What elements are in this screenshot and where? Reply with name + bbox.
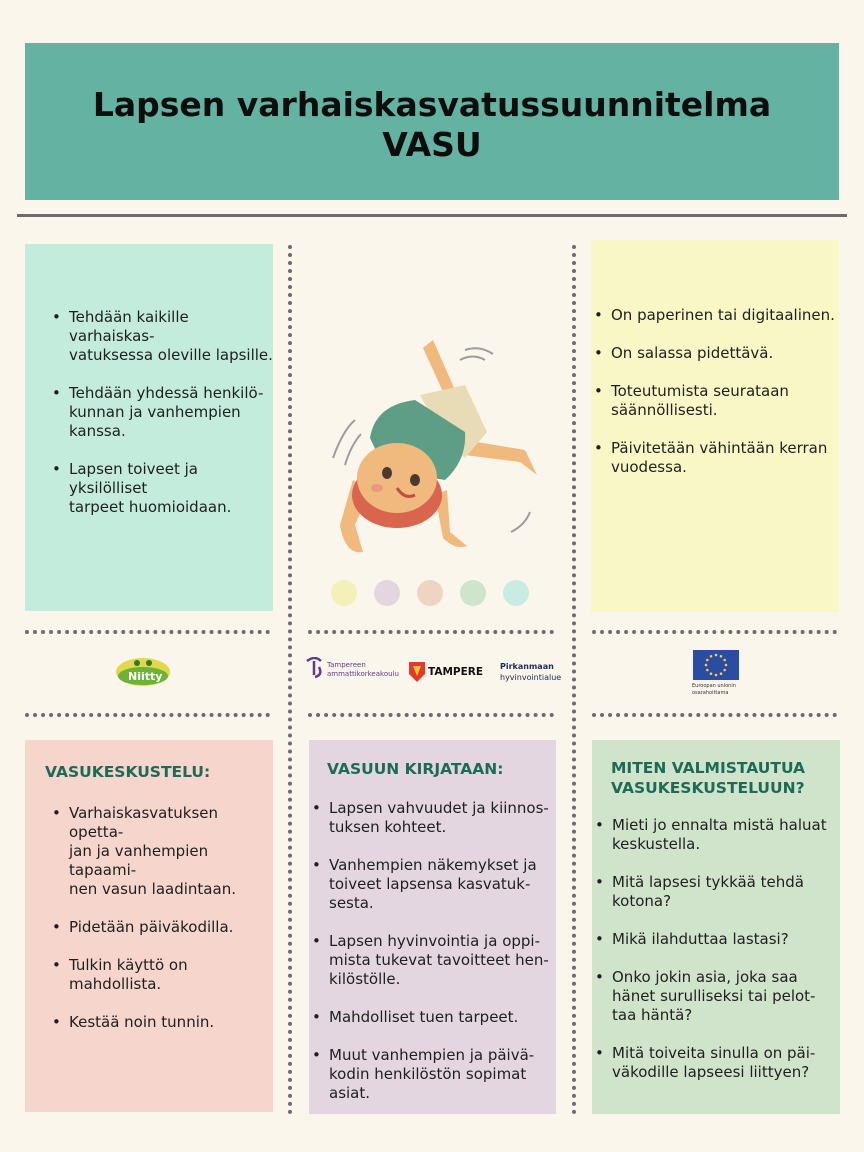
cartwheel-child-illustration [315,320,555,565]
list-item: • Tulkin käyttö on mahdollista. [69,956,273,994]
tampere-logo [409,662,484,684]
list-item: • Mieti jo ennalta mistä haluat keskustella. [612,816,840,854]
separator-top-middle [308,630,554,634]
list-item: • Varhaiskasvatuksen opetta- jan ja vanhempien tapaami- nen vasun laadintaan. [69,804,273,899]
separator-bottom-middle [308,713,554,717]
list-item: • Muut vanhempien ja päivä- kodin henkilöstön sopimat asiat. [329,1046,556,1103]
vasuun-kirjataan-heading: VASUUN KIRJATAAN: [327,760,504,778]
color-dot [503,580,529,606]
pirkanmaa-logo [500,662,570,686]
tamk-logo-line2: ammattikorkeakoulu [327,670,399,678]
valmistautuminen-list [592,816,840,1082]
list-item: • Lapsen hyvinvointia ja oppi- mista tukevat tavoitteet hen- kilöstölle. [329,932,556,989]
info-list-left [25,308,273,517]
separator-bottom-left [25,713,270,717]
list-item: • Onko jokin asia, joka saa hänet surulliseksi tai pelot- taa häntä? [612,968,840,1025]
vasukeskustelu-heading: VASUKESKUSTELU: [45,763,211,781]
niitty-logo [115,655,171,687]
vasuun-kirjataan-panel [309,740,556,1114]
eu-logo-line1: Euroopan unionin [692,683,736,689]
tamk-logo-line1: Tampereen [327,661,366,669]
vasuun-kirjataan-list [309,799,556,1103]
tampere-logo-text: TAMPERE [428,666,484,678]
list-item: • Tehdään yhdessä henkilö- kunnan ja vanhempien kanssa. [69,384,273,441]
list-item: • Lapsen vahvuudet ja kiinnos- tuksen kohteet. [329,799,556,837]
separator-top-left [25,630,270,634]
eu-logo-line2: osarahoittama [692,690,729,696]
color-dot [374,580,400,606]
eu-logo [692,650,752,698]
pirkanmaa-logo-line2: hyvinvointialue [500,673,562,682]
vertical-divider-left [288,245,292,1115]
info-panel-right [591,240,839,612]
page-subtitle: VASU [382,125,482,164]
tamk-logo [305,657,399,683]
list-item: • Toteutumista seurataan säännöllisesti. [611,382,839,420]
niitty-logo-text: Niitty [128,670,163,683]
list-item: • On salassa pidettävä. [611,344,839,363]
list-item: • On paperinen tai digitaalinen. [611,306,839,325]
title-banner [25,43,839,200]
list-item: • Mahdolliset tuen tarpeet. [329,1008,556,1027]
separator-bottom-right [592,713,837,717]
pirkanmaa-logo-line1: Pirkanmaan [500,662,554,671]
page-title: Lapsen varhaiskasvatussuunnitelma [92,85,772,124]
list-item: • Päivitetään vähintään kerran vuodessa. [611,439,839,477]
list-item: • Pidetään päiväkodilla. [69,918,273,937]
list-item: • Vanhempien näkemykset ja toiveet lapsensa kasvatuk- sesta. [329,856,556,913]
color-dots [331,580,531,606]
list-item: • Tehdään kaikille varhaiskas- vatuksessa oleville lapsille. [69,308,273,365]
vasukeskustelu-list [25,804,273,1032]
vasukeskustelu-panel [25,740,273,1112]
color-dot [331,580,357,606]
header-divider [17,214,847,217]
separator-top-right [592,630,837,634]
vertical-divider-right [572,245,576,1115]
list-item: • Kestää noin tunnin. [69,1013,273,1032]
info-panel-left [25,244,273,611]
valmistautuminen-heading-line2: VASUKESKUSTELUUN? [611,779,805,797]
color-dot [460,580,486,606]
list-item: • Mitä lapsesi tykkää tehdä kotona? [612,873,840,911]
list-item: • Lapsen toiveet ja yksilölliset tarpeet huomioidaan. [69,460,273,517]
list-item: • Mikä ilahduttaa lastasi? [612,930,840,949]
valmistautuminen-heading-line1: MITEN VALMISTAUTUA [611,759,806,777]
info-list-right [591,306,839,477]
color-dot [417,580,443,606]
valmistautuminen-panel [592,740,840,1114]
list-item: • Mitä toiveita sinulla on päi- väkodille lapseesi liittyen? [612,1044,840,1082]
eu-flag-icon [693,650,739,680]
